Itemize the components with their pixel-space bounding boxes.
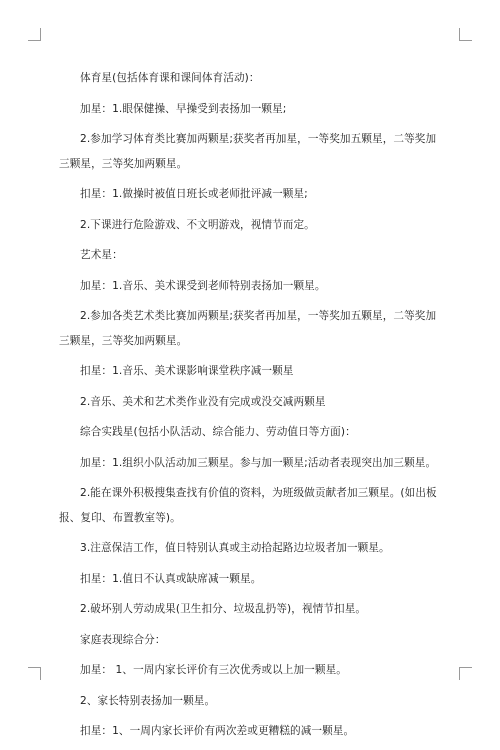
paragraph: 扣星：1、一周内家长评价有两次差或更糟糕的减一颗星。 xyxy=(80,725,355,737)
section-heading-family: 家庭表现综合分： xyxy=(80,633,166,646)
paragraph: 2.参加各类艺术类比赛加两颗星;获奖者再加星，一等奖加五颗星，二等奖加三颗星，三等奖加两颗星。 xyxy=(59,310,437,347)
paragraph: 加星：1.组织小队活动加三颗星。参与加一颗星;活动者表现突出加三颗星。 xyxy=(80,456,437,469)
paragraph: 加星： 1、一周内家长评价有三次优秀或以上加一颗星。 xyxy=(80,664,347,676)
paragraph: 加星：1.音乐、美术课受到老师特别表扬加一颗星。 xyxy=(80,279,326,292)
paragraph: 2.破坏别人劳动成果(卫生扣分、垃圾乱扔等)，视情节扣星。 xyxy=(80,603,367,615)
crop-mark-top-right xyxy=(459,28,472,41)
paragraph: 2.音乐、美术和艺术类作业没有完成或没交减两颗星 xyxy=(80,395,326,408)
crop-mark-top-left xyxy=(28,28,41,41)
paragraph: 2.参加学习体育类比赛加两颗星;获奖者再加星，一等奖加五颗星，二等奖加三颗星，三等奖加两颗星。 xyxy=(59,133,437,170)
crop-mark-bottom-right xyxy=(459,667,472,680)
paragraph: 2.下课进行危险游戏、不文明游戏，视情节而定。 xyxy=(80,218,315,231)
crop-mark-bottom-left xyxy=(28,667,41,680)
document-body xyxy=(59,66,445,750)
paragraph: 扣星：1.音乐、美术课影响课堂秩序减一颗星 xyxy=(80,365,294,377)
section-heading-practice: 综合实践星(包括小队活动、综合能力、劳动值日等方面)： xyxy=(80,426,356,438)
paragraph: 加星：1.眼保健操、早操受到表扬加一颗星; xyxy=(80,102,287,115)
paragraph: 3.注意保洁工作，值日特别认真或主动拾起路边垃圾者加一颗星。 xyxy=(80,542,390,554)
paragraph: 扣星：1.值日不认真或缺席减一颗星。 xyxy=(80,572,262,585)
section-heading-art: 艺术星： xyxy=(80,249,123,261)
paragraph: 扣星：1.做操时被值日班长或老师批评减一颗星; xyxy=(80,188,308,200)
paragraph: 2、家长特别表扬加一颗星。 xyxy=(80,694,216,707)
paragraph: 2.能在课外积极搜集查找有价值的资料，为班级做贡献者加三颗星。(如出板报、复印、布置教室等)。 xyxy=(59,487,437,524)
section-heading-sports: 体育星(包括体育课和课间体育活动)： xyxy=(80,72,260,84)
